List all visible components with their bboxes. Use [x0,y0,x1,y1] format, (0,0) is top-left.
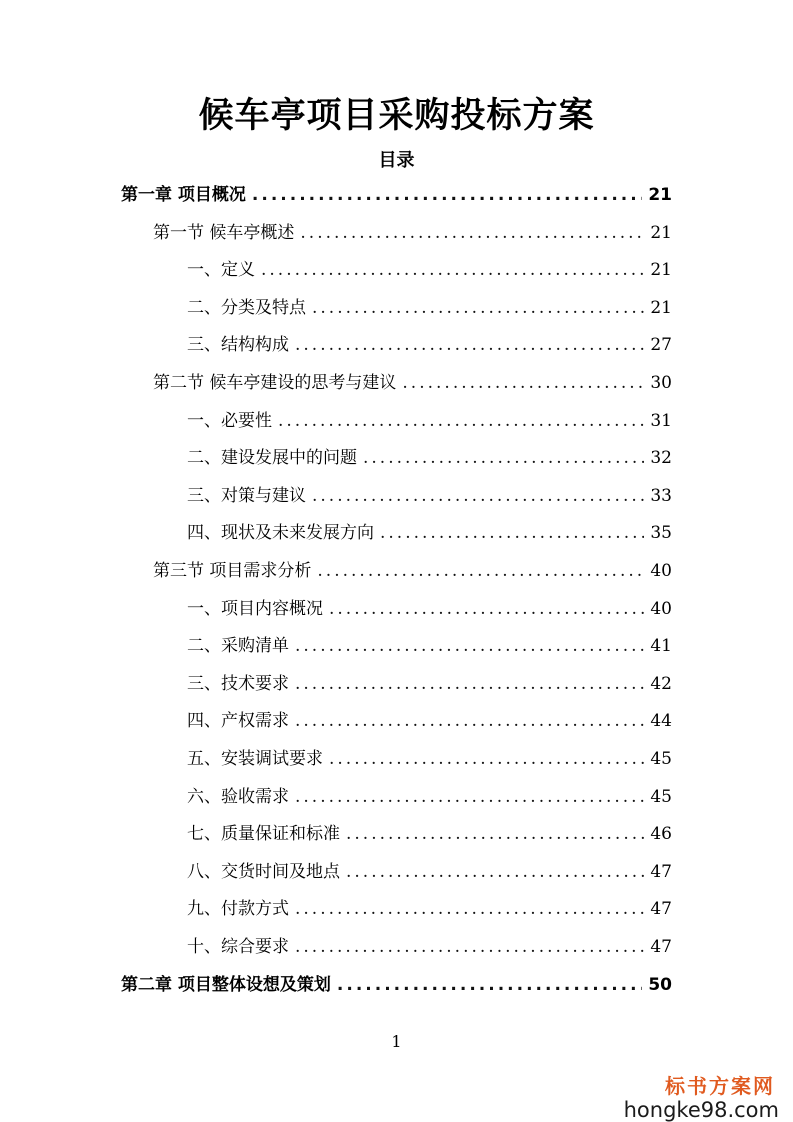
toc-entry[interactable] [187,669,672,699]
toc-dot-leader [329,599,644,619]
toc-dot-leader [295,636,644,656]
toc-entry[interactable] [187,255,672,285]
toc-entry-page: 33 [650,485,672,506]
toc-entry-page: 47 [650,899,672,920]
toc-entry-label: 七、质量保证和标准 [187,824,340,845]
toc-entry-label: 第三节 项目需求分析 [153,561,312,581]
toc-dot-leader [402,373,644,393]
toc-entry[interactable] [121,970,672,1000]
toc-dot-leader [337,975,642,995]
toc-entry-label: 三、对策与建议 [187,485,306,506]
toc-dot-leader [295,711,644,731]
toc-entry-label: 六、验收需求 [187,786,289,807]
toc-entry[interactable] [153,368,672,398]
toc-entry[interactable] [187,293,672,323]
toc-dot-leader [295,937,644,957]
toc-dot-leader [380,523,644,543]
toc-entry[interactable] [187,857,672,887]
toc-dot-leader [295,335,644,355]
toc-entry-label: 一、定义 [187,260,255,281]
toc-entry-label: 第二节 候车亭建设的思考与建议 [153,373,397,393]
toc-dot-leader [300,223,644,243]
toc-dot-leader [295,899,644,919]
toc-entry-label: 第二章 项目整体设想及策划 [121,974,331,995]
toc-entry-page: 32 [650,448,672,469]
toc-entry-label: 三、结构构成 [187,335,289,356]
toc-entry[interactable] [187,894,672,924]
toc-dot-leader [329,749,644,769]
toc-dot-leader [312,486,644,506]
toc-entry-label: 一、必要性 [187,410,272,431]
toc-heading: 目录 [378,150,415,171]
toc-dot-leader [295,787,644,807]
toc-entry-label: 第一章 项目概况 [121,185,246,205]
toc-dot-leader [252,185,642,205]
toc-dot-leader [346,824,644,844]
toc-entry[interactable] [187,481,672,511]
toc-entry[interactable] [187,443,672,473]
toc-entry-page: 45 [650,786,672,807]
watermark-url: hongke98.com [623,1098,779,1122]
toc-dot-leader [312,298,644,318]
toc-entry[interactable] [187,518,672,548]
toc-entry-page: 30 [650,373,672,393]
toc-entry[interactable] [153,556,672,586]
toc-entry-page: 47 [650,861,672,882]
toc-entry-page: 41 [650,636,672,657]
toc-entry-page: 35 [650,523,672,544]
toc-entry[interactable] [187,594,672,624]
toc-entry[interactable] [187,330,672,360]
toc-dot-leader [346,862,644,882]
toc-entry-label: 四、现状及未来发展方向 [187,523,374,544]
toc-entry-page: 46 [650,824,672,845]
toc-entry-label: 二、分类及特点 [187,297,306,318]
toc-entry-page: 40 [650,598,672,619]
toc-entry-label: 九、付款方式 [187,899,289,920]
toc-entry-page: 40 [650,561,672,581]
toc-entry-page: 44 [650,711,672,732]
toc-entry[interactable] [187,819,672,849]
toc-entry[interactable] [121,180,672,210]
toc-dot-leader [295,674,644,694]
toc-entry-label: 第一节 候车亭概述 [153,222,295,243]
toc-entry-label: 十、综合要求 [187,937,289,957]
toc-entry-page: 50 [648,974,672,995]
toc-entry-page: 21 [650,222,672,243]
toc-entry[interactable] [187,782,672,812]
page-number: 1 [391,1032,402,1051]
toc-entry-page: 31 [650,410,672,431]
toc-entry[interactable] [187,631,672,661]
toc-entry-label: 一、项目内容概况 [187,598,323,619]
toc-entry-label: 二、建设发展中的问题 [187,448,357,469]
toc-entry[interactable] [187,932,672,962]
toc-entry-page: 42 [650,673,672,694]
toc-entry-page: 47 [650,937,672,957]
site-watermark [624,1070,779,1121]
toc-entry-label: 二、采购清单 [187,636,289,657]
toc-entry-page: 27 [650,335,672,356]
toc-entry-label: 五、安装调试要求 [187,749,323,769]
toc-dot-leader [317,561,644,581]
toc-entry[interactable] [187,706,672,736]
toc-dot-leader [363,448,644,468]
toc-entry[interactable] [187,744,672,774]
toc-entry-label: 八、交货时间及地点 [187,861,340,882]
toc-entry-label: 三、技术要求 [187,673,289,694]
toc-entry-label: 四、产权需求 [187,711,289,732]
page-title: 候车亭项目采购投标方案 [198,95,595,136]
toc-entry[interactable] [187,406,672,436]
toc-entry[interactable] [153,218,672,248]
toc-dot-leader [278,411,644,431]
toc-dot-leader [261,260,644,280]
toc-entry-page: 21 [650,260,672,281]
toc-entry-page: 21 [648,185,672,205]
watermark-site-name: 标书方案网 [665,1074,775,1098]
toc-entry-page: 45 [650,749,672,769]
toc-entry-page: 21 [650,297,672,318]
